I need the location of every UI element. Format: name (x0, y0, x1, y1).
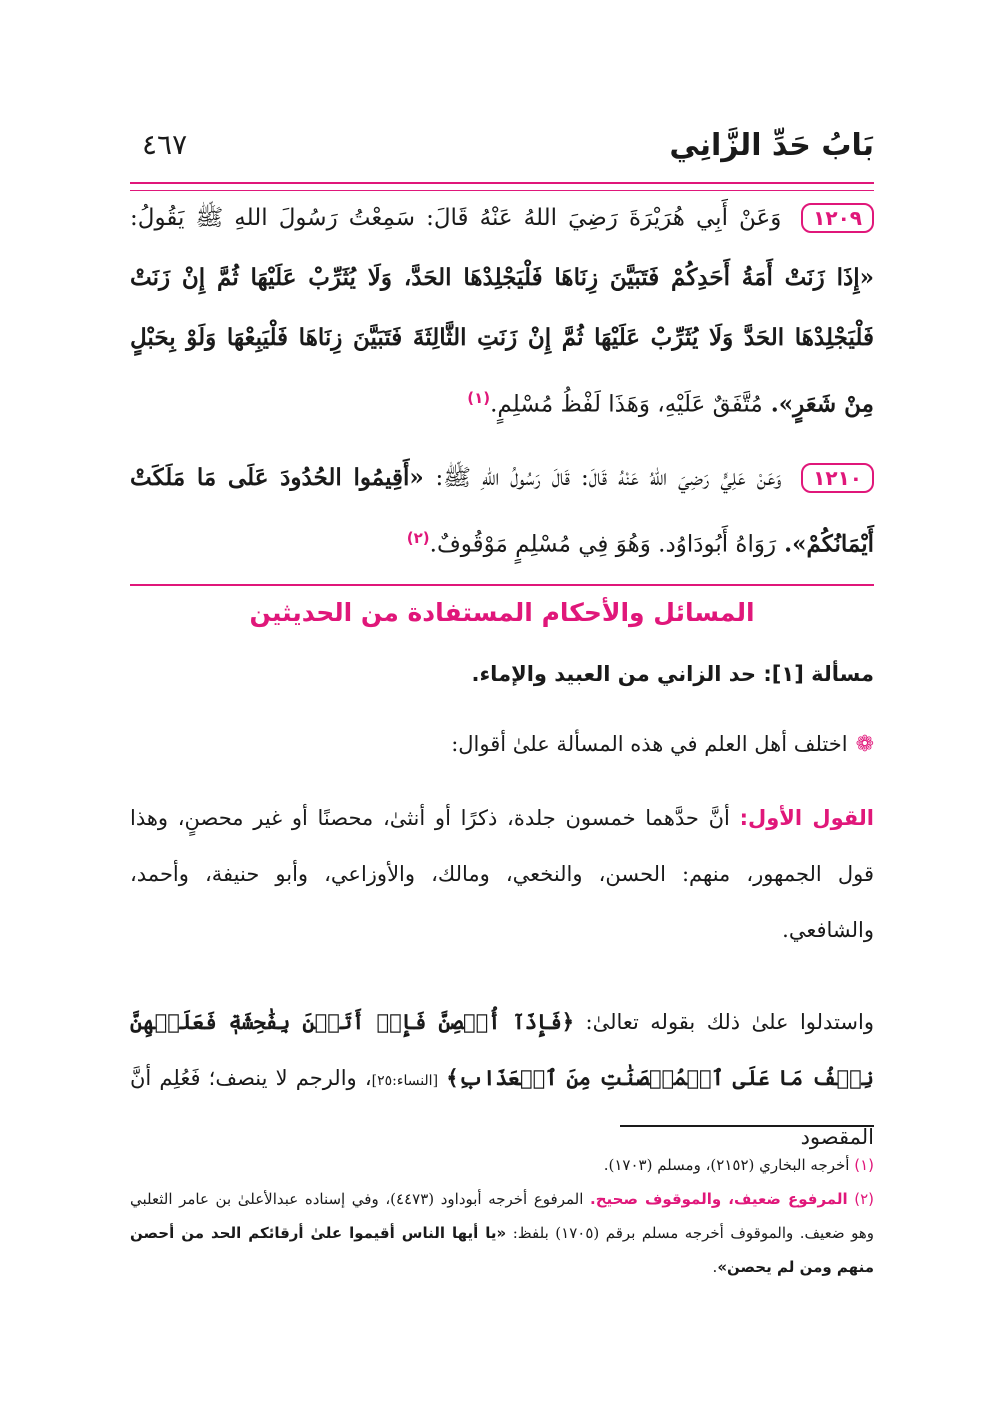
flower-bullet-icon: ❁ (855, 732, 874, 757)
verse-reference: [النساء:٢٥] (371, 1073, 439, 1089)
section-divider (130, 584, 874, 586)
quran-verse: ﴿فَإِذَآ أُحۡصِنَّ فَإِنۡ أَتَيۡنَ بِفَٰحِشَةٖ فَعَلَيۡهِنَّ نِصۡفُ مَا عَلَى ٱلۡمُحۡصَنَٰتِ مِنَ ٱلۡعَذَابِ﴾ (130, 1009, 874, 1090)
evidence-tail: ، والرجم لا ينصف؛ فَعُلِم أنَّ المقصود (130, 1066, 874, 1149)
footnotes (130, 1148, 874, 1284)
intro-text: اختلف أهل العلم في هذه المسألة علىٰ أقوال: (451, 732, 848, 756)
footnote-marker: (١) (467, 389, 491, 407)
masalah-label: مسألة [١]: (763, 662, 874, 686)
hadith-narrator: وَعَنْ أَبِي هُرَيْرَةَ رَضِيَ اللهُ عَنْهُ قَالَ: سَمِعْتُ رَسُولَ اللهِ ﷺ يَقُولُ: (130, 205, 782, 231)
qawl-1-paragraph (130, 790, 874, 958)
section-title: المسائل والأحكام المستفادة من الحديثين (249, 598, 755, 627)
evidence-lead: واستدلوا علىٰ ذلك بقوله تعالىٰ: (585, 1010, 874, 1034)
hadith-narrator: وَعَنْ عَلِيٍّ رَضِيَ اللهُ عَنْهُ قَالَ: قَالَ رَسُولُ اللهِ ﷺ: (435, 465, 782, 491)
evidence-paragraph (130, 994, 874, 1165)
hadith-text: «إِذَا زَنَتْ أَمَةُ أَحَدِكُمْ فَتَبَيَّنَ زِنَاهَا فَلْيَجْلِدْهَا الحَدَّ، وَلَا يُثَرِّبْ عَلَيْهَا ثُمَّ إِنْ زَنَتْ فَلْيَجْلِدْهَا الحَدَّ وَلَا يُثَرِّبْ عَلَيْهَا ثُمَّ إِنْ زَنَتِ الثَّالِثَةَ فَتَبَيَّنَ زِنَاهَا فَلْيَبِعْهَا وَلَوْ بِحَبْلٍ مِنْ شَعَرٍ». (130, 264, 874, 418)
footnote-1 (130, 1148, 874, 1182)
hadith-1209 (130, 188, 874, 435)
footnote-verdict: المرفوع ضعيف، والموقوف صحيح. (590, 1190, 848, 1208)
footnote-2 (130, 1182, 874, 1284)
footnote-text: المرفوع أخرجه أبوداود (٤٤٧٣)، وفي إسناده عبدالأعلىٰ بن عامر الثعلبي وهو ضعيف. والموقوف أخرجه مسلم برقم (١٧٠٥) بلفظ: (130, 1190, 874, 1242)
masalah-title: حد الزاني من العبيد والإماء. (471, 662, 757, 686)
footnote-end: . (712, 1258, 718, 1276)
hadith-text: «أَقِيمُوا الحُدُودَ عَلَى مَا مَلَكَتْ أَيْمَانُكُمْ». (130, 464, 874, 558)
intro-paragraph (130, 716, 874, 773)
footnote-number: (٢) (854, 1190, 874, 1208)
hadith-number-badge: ١٢١٠ (801, 463, 874, 493)
running-header (130, 120, 874, 170)
hadith-number-badge: ١٢٠٩ (801, 203, 874, 233)
page-number: ٤٦٧ (142, 128, 188, 161)
qawl-text: أنَّ حدَّهما خمسون جلدة، ذكرًا أو أنثىٰ، محصنًا أو غير محصنٍ، وهذا قول الجمهور، منهم: الحسن، والنخعي، ومالك، والأوزاعي، وأبو حنيفة، وأحمد، والشافعي. (130, 806, 874, 942)
footnote-marker: (٢) (406, 529, 430, 547)
chapter-title: بَابُ حَدِّ الزَّانِي (669, 128, 874, 163)
hadith-1210 (130, 448, 874, 575)
hadith-source: رَوَاهُ أَبُودَاوُد. وَهُوَ فِي مُسْلِمٍ مَوْقُوفٌ. (429, 531, 777, 558)
footnote-rule (620, 1125, 874, 1127)
hadith-source: مُتَّفَقٌ عَلَيْهِ، وَهَذَا لَفْظُ مُسْلِمٍ. (490, 391, 763, 418)
footnote-quote: «يا أيها الناس أقيموا علىٰ أرقائكم الحد من أحصن منهم ومن لم يحصن» (130, 1224, 874, 1276)
qawl-label: القول الأول: (739, 806, 874, 830)
footnote-number: (١) (854, 1156, 874, 1174)
masalah-heading (130, 662, 874, 686)
footnote-text: أخرجه البخاري (٢١٥٢)، ومسلم (١٧٠٣). (603, 1156, 850, 1174)
